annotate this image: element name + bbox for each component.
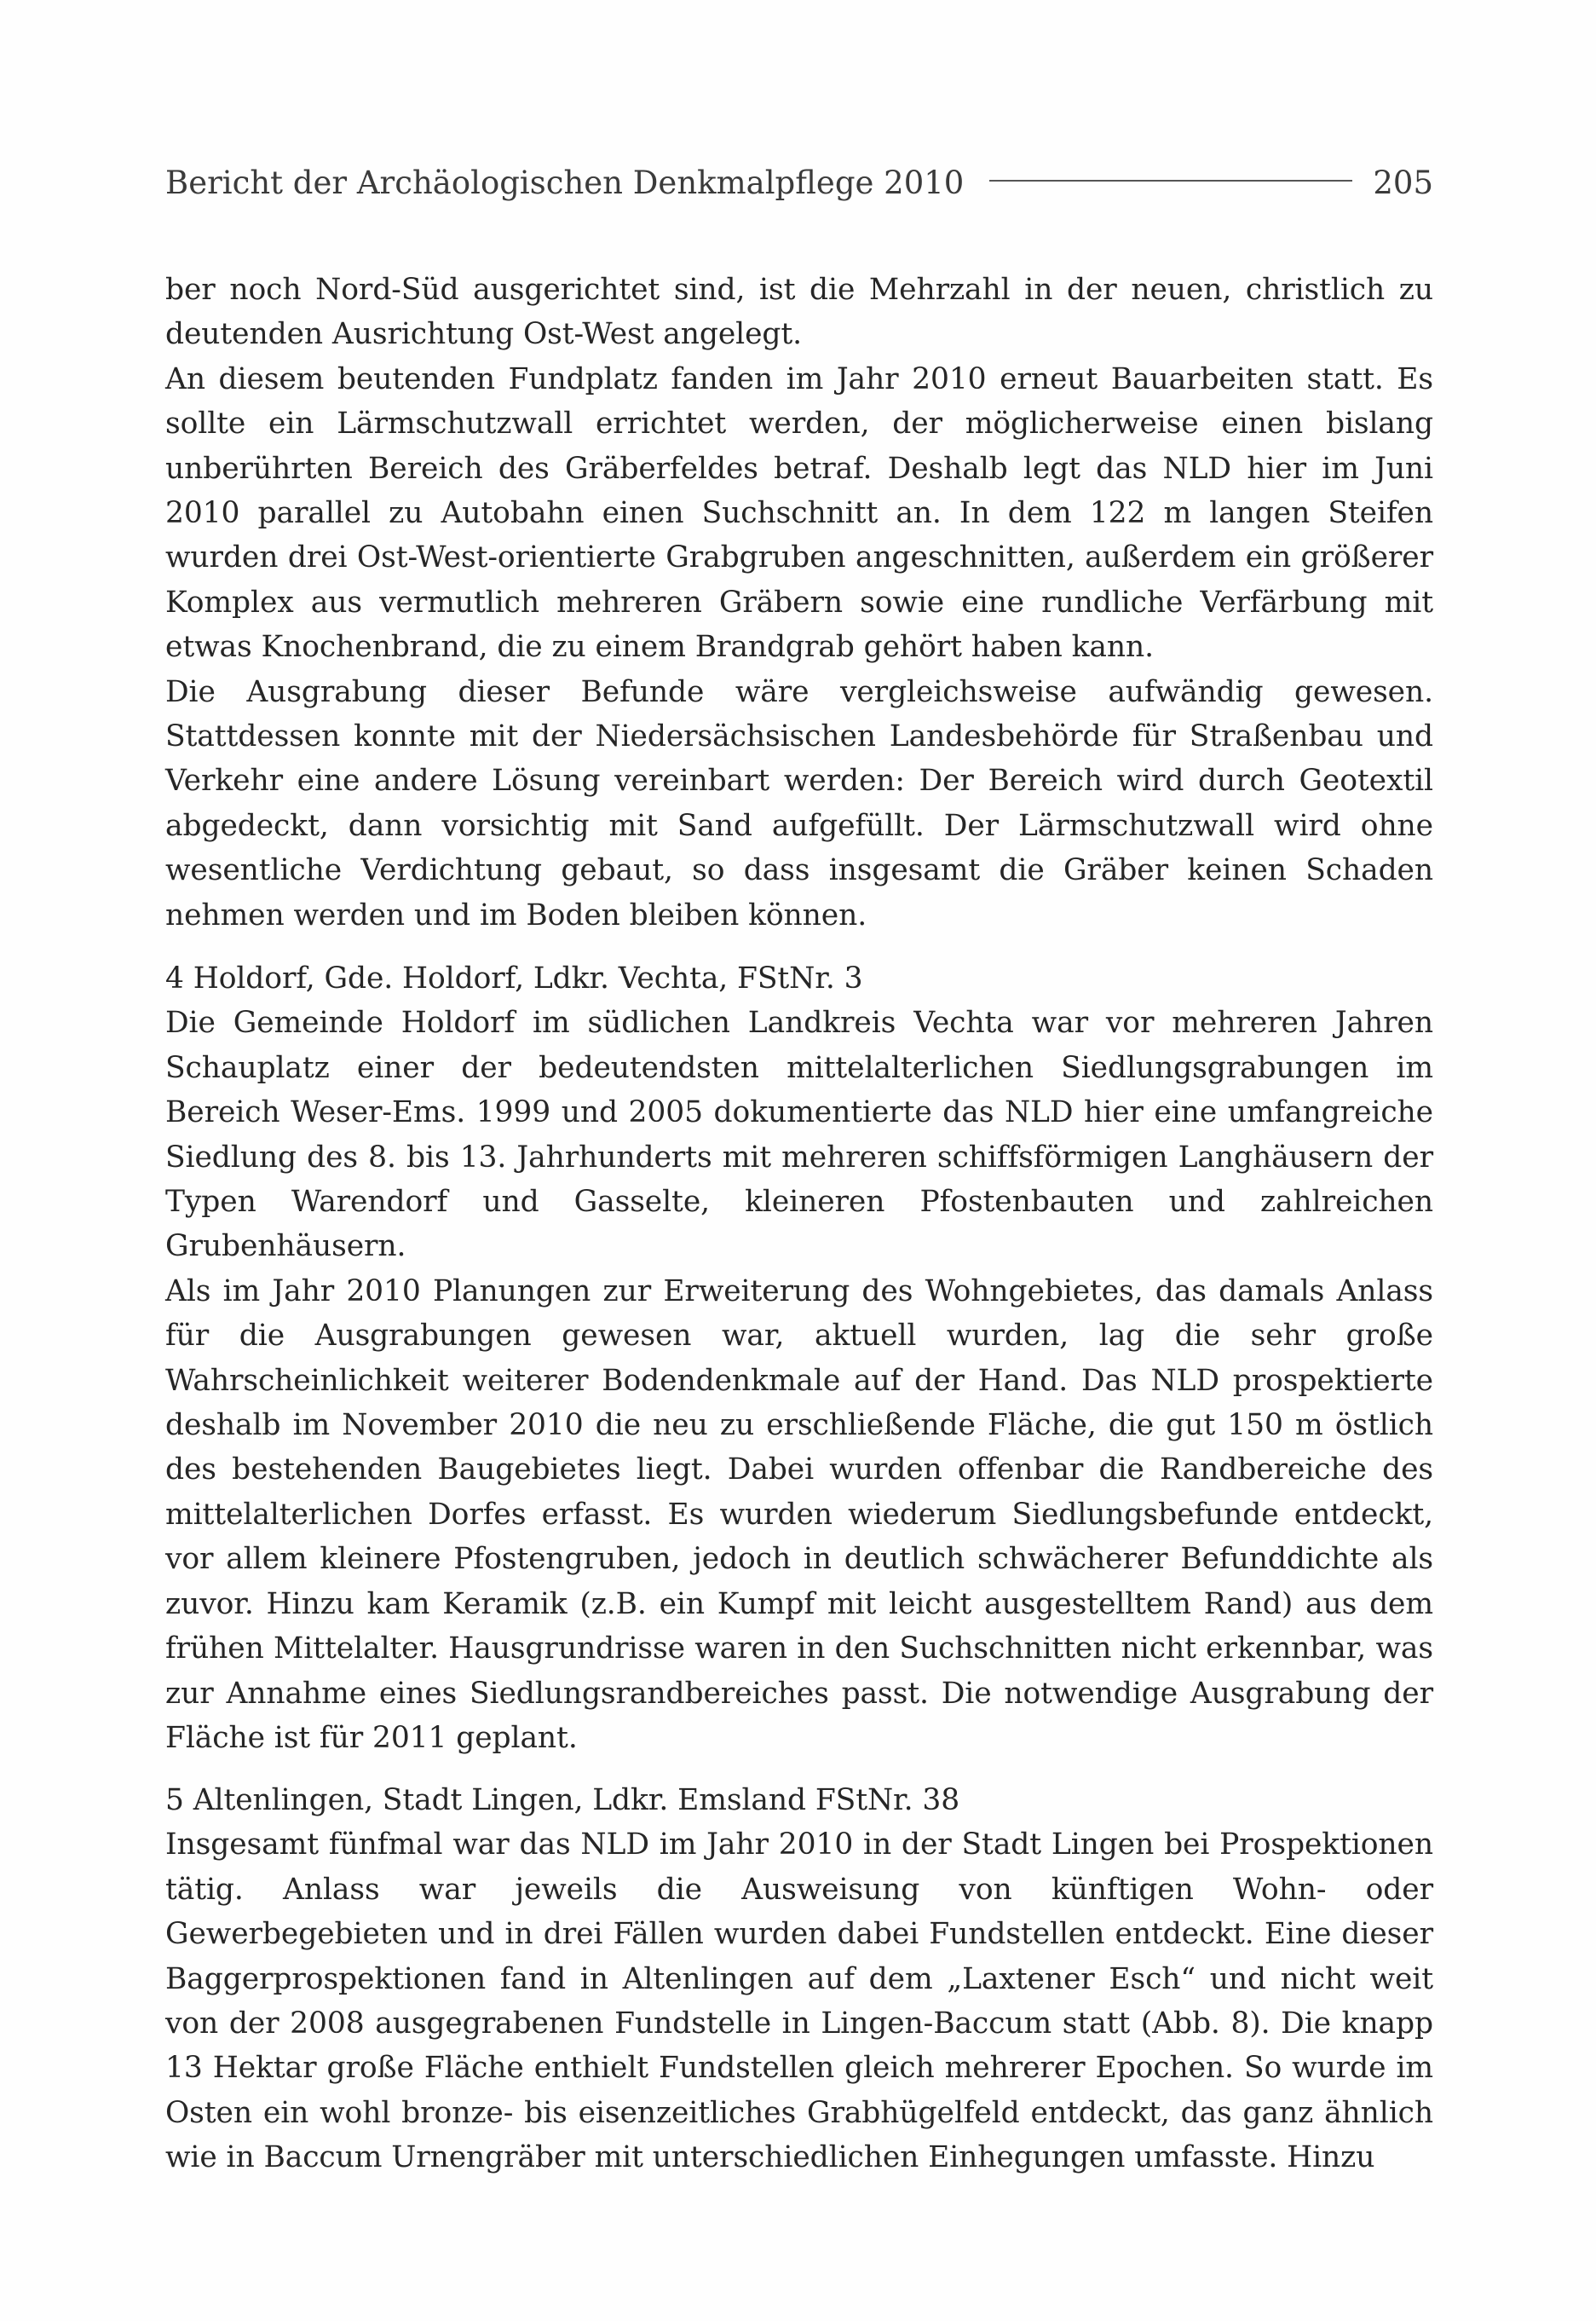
paragraph: Die Ausgrabung dieser Befunde wäre vergleichsweise aufwändig gewesen. Stattdessen konnte mit der Niedersächsischen Landesbehörde für Straßenbau und Verkehr eine andere Lösung vereinbart werden: Der Bereich wird durch Geotextil abgedeckt, dann vorsichtig mit Sand aufgefüllt. Der Lärmschutzwall wird ohne wesentliche Verdichtung gebaut, so dass insgesamt die Gräber keinen Schaden nehmen werden und im Boden bleiben können.	[165, 674, 1433, 932]
page-number: 205	[1373, 164, 1433, 201]
altenlingen-section	[165, 1778, 1433, 2180]
running-head	[165, 157, 1433, 208]
holdorf-section	[165, 956, 1433, 1760]
paragraph: Die Gemeinde Holdorf im südlichen Landkreis Vechta war vor mehreren Jahren Schauplatz einer der bedeutendsten mittelalterlichen Siedlungsgrabungen im Bereich Weser-Ems. 1999 und 2005 dokumentierte das NLD hier eine umfangreiche Siedlung des 8. bis 13. Jahrhunderts mit mehreren schiffsförmigen Langhäusern der Typen Warendorf und Gasselte, kleineren Pfostenbauten und zahlreichen Grubenhäusern.	[165, 1006, 1433, 1264]
paragraph: Als im Jahr 2010 Planungen zur Erweiterung des Wohngebietes, das damals Anlass für die Ausgrabungen gewesen war, aktuell wurden, lag die sehr große Wahrscheinlichkeit weiterer Bodendenkmale auf der Hand. Das NLD prospektierte deshalb im November 2010 die neu zu erschließende Fläche, die gut 150 m östlich des bestehenden Baugebietes liegt. Dabei wurden offenbar die Randbereiche des mittelalterlichen Dorfes erfasst. Es wurden wiederum Siedlungsbefunde entdeckt, vor allem kleinere Pfostengruben, jedoch in deutlich schwächerer Befunddichte als zuvor. Hinzu kam Keramik (z.B. ein Kumpf mit leicht ausgestelltem Rand) aus dem frühen Mittelalter. Hausgrundrisse waren in den Suchschnitten nicht erkennbar, was zur Annahme eines Siedlungsrandbereiches passt. Die notwendige Ausgrabung der Fläche ist für 2011 geplant.	[165, 1273, 1433, 1755]
section-heading-altenlingen: 5 Altenlingen, Stadt Lingen, Ldkr. Emsland FStNr. 38	[165, 1783, 960, 1817]
running-head-rule	[989, 180, 1352, 182]
intro-section	[165, 268, 1433, 938]
paragraph: An diesem beutenden Fundplatz fanden im Jahr 2010 erneut Bauarbeiten statt. Es sollte ein Lärmschutzwall errichtet werden, der möglicherweise einen bislang unberührten Bereich des Gräberfeldes betraf. Deshalb legt das NLD hier im Juni 2010 parallel zu Autobahn einen Suchschnitt an. In dem 122 m langen Steifen wurden drei Ost-West-orientierte Grabgruben angeschnitten, außerdem ein größerer Komplex aus vermutlich mehreren Gräbern sowie eine rundliche Verfärbung mit etwas Knochenbrand, die zu einem Brandgrab gehört haben kann.	[165, 361, 1433, 665]
paragraph: ber noch Nord-Süd ausgerichtet sind, ist die Mehrzahl in der neuen, christlich zu deutenden Ausrichtung Ost-West angelegt.	[165, 273, 1433, 352]
running-head-title: Bericht der Archäologischen Denkmalpflege 2010	[165, 164, 965, 201]
paragraph: Insgesamt fünfmal war das NLD im Jahr 2010 in der Stadt Lingen bei Prospektionen tätig. Anlass war jeweils die Ausweisung von künftigen Wohn- oder Gewerbegebieten und in drei Fällen wurden dabei Fundstellen entdeckt. Eine dieser Baggerprospektionen fand in Altenlingen auf dem „Laxtener Esch“ und nicht weit von der 2008 ausgegrabenen Fundstelle in Lingen-Baccum statt (Abb. 8). Die knapp 13 Hektar große Fläche enthielt Fundstellen gleich mehrerer Epochen. So wurde im Osten ein wohl bronze- bis eisenzeitliches Grabhügelfeld entdeckt, das ganz ähnlich wie in Baccum Urnengräber mit unterschiedlichen Einhegungen umfasste. Hinzu	[165, 1827, 1433, 2175]
section-heading-holdorf: 4 Holdorf, Gde. Holdorf, Ldkr. Vechta, FStNr. 3	[165, 961, 863, 996]
